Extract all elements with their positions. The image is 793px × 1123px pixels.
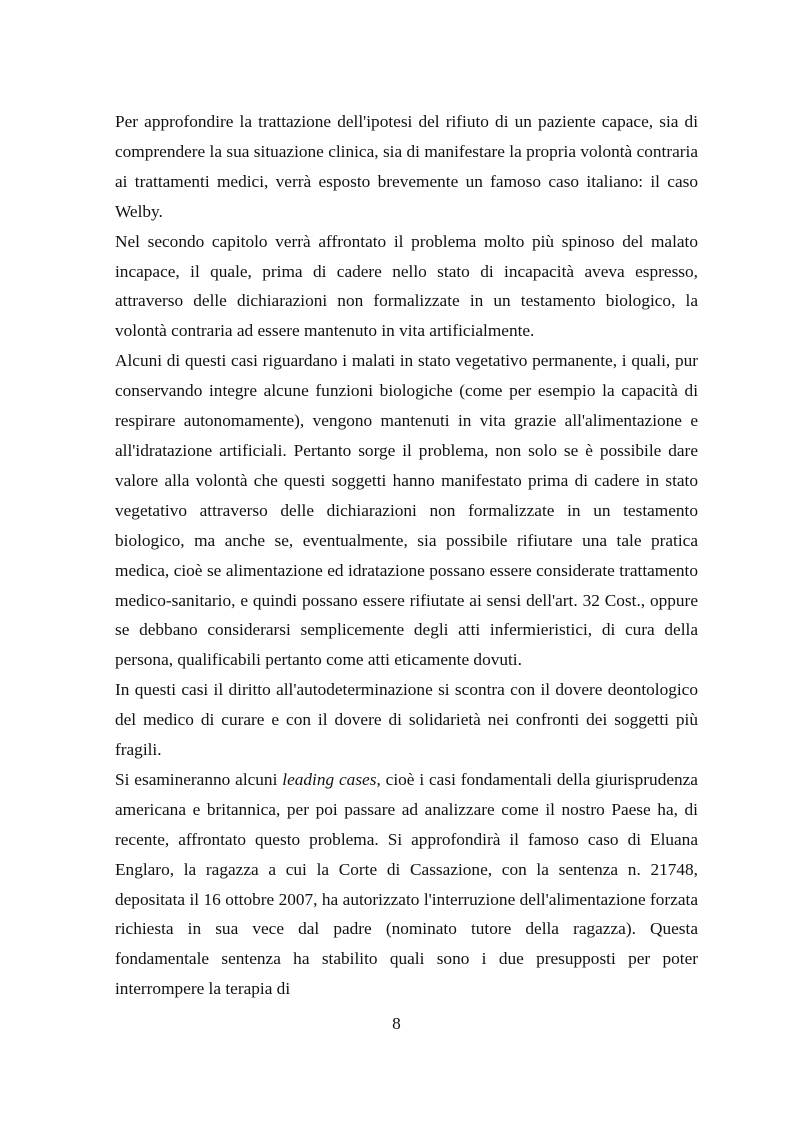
paragraph-self-determination: In questi casi il diritto all'autodeterminazione si scontra con il dovere deontologico del medico di curare e con il dovere di solidarietà nei confronti dei soggetti più fragili. [115,680,698,760]
paragraph-leading-cases [115,765,698,1004]
paragraph-vegetative-state: Alcuni di questi casi riguardano i malati in stato vegetativo permanente, i quali, pur conservando integre alcune funzioni biologiche (come per esempio la capacità di respirare autonomamente), vengono mantenuti in vita grazie all'alimentazione e all'idratazione artificiali. Pertanto sorge il problema, non solo se è possibile dare valore alla volontà che questi soggetti hanno manifestato prima di cadere in stato vegetativo attraverso delle dichiarazioni non formalizzate in un testamento biologico, ma anche se, eventualmente, sia possibile rifiutare una tale pratica medica, cioè se alimentazione ed idratazione possano essere considerate trattamento medico-sanitario, e quindi possano essere rifiutate ai sensi dell'art. 32 Cost., oppure se debbano considerarsi semplicemente degli atti infermieristici, di cura della persona, qualificabili pertanto come atti eticamente dovuti. [115,351,698,670]
leading-cases-italic: leading cases [282,769,377,789]
leading-cases-text-before: Si esamineranno alcuni [115,769,283,789]
page-number: 8 [392,1014,401,1033]
paragraph-second-chapter: Nel secondo capitolo verrà affrontato il problema molto più spinoso del malato incapace, il quale, prima di cadere nello stato di incapacità aveva espresso, attraverso delle dichiarazioni non formalizzate in un testamento biologico, la volontà contraria ad essere mantenuto in vita artificialmente. [115,231,698,341]
body-text [115,107,698,1004]
leading-cases-text-after: , cioè i casi fondamentali della giurisprudenza americana e britannica, per poi passare ad analizzare come il nostro Paese ha, di recente, affrontato questo problema. Si approfondirà il famoso caso di Eluana Englaro, la ragazza a cui la Corte di Cassazione, con la sentenza n. 21748, depositata il 16 ottobre 2007, ha autorizzato l'interruzione dell'alimentazione forzata richiesta in sua vece dal padre (nominato tutore della ragazza). Questa fondamentale sentenza ha stabilito quali sono i due presupposti per poter interrompere la terapia di [115,769,698,999]
paragraph-welby-intro: Per approfondire la trattazione dell'ipotesi del rifiuto di un paziente capace, sia di comprendere la sua situazione clinica, sia di manifestare la propria volontà contraria ai trattamenti medici, verrà esposto brevemente un famoso caso italiano: il caso Welby. [115,112,698,221]
